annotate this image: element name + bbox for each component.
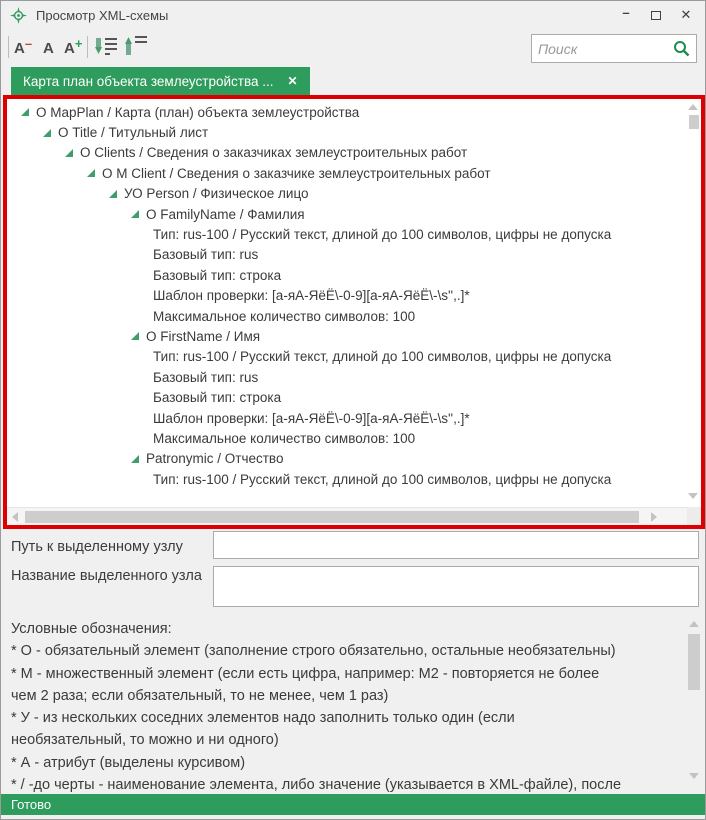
scroll-right-icon[interactable] <box>651 512 657 522</box>
legend-scroll-thumb[interactable] <box>688 634 700 690</box>
tree-row[interactable] <box>7 245 687 265</box>
tree-node-label: О Clients / Сведения о заказчиках землеустроительных работ <box>80 145 468 161</box>
tree-row[interactable] <box>7 469 687 489</box>
tree-row[interactable] <box>7 265 687 285</box>
tab-karta-plan[interactable] <box>11 67 310 95</box>
search-box <box>531 34 697 63</box>
tree-node-label: Шаблон проверки: [а-яА-ЯёЁ\-0-9][а-яА-ЯёЁ\-\s'',.]* <box>153 288 470 304</box>
schema-tree-panel <box>3 95 705 529</box>
tree-node-label: Базовый тип: строка <box>153 390 282 406</box>
tree-row[interactable] <box>7 102 687 122</box>
schema-tree <box>7 99 687 507</box>
toolbar-grip <box>8 36 9 58</box>
collapse-all-icon <box>125 35 149 57</box>
expand-collapse-icon[interactable] <box>87 169 95 177</box>
tree-node-label: О MapPlan / Карта (план) объекта землеустройства <box>36 104 360 120</box>
maximize-icon <box>651 11 661 20</box>
expand-collapse-icon[interactable] <box>65 149 73 157</box>
font-reset-button[interactable]: A <box>41 32 56 60</box>
expand-all-icon <box>95 35 119 57</box>
horizontal-scrollbar[interactable] <box>7 507 687 525</box>
maximize-button[interactable] <box>641 1 671 29</box>
legend-line: * А - атрибут (выделены курсивом) <box>11 754 246 771</box>
search-input[interactable] <box>532 41 673 57</box>
tab-label: Карта план объекта землеустройства ... <box>23 73 274 89</box>
legend-scroll-up-icon[interactable] <box>689 621 699 627</box>
tree-node-label: О Title / Титульный лист <box>58 125 209 141</box>
tree-row[interactable] <box>7 122 687 142</box>
app-icon <box>10 7 27 24</box>
tree-node-label: О FamilyName / Фамилия <box>146 206 305 222</box>
expand-collapse-icon[interactable] <box>131 332 139 340</box>
tree-node-label: Базовый тип: rus <box>153 369 259 385</box>
horizontal-scroll-thumb[interactable] <box>25 511 639 523</box>
tree-node-label: О FirstName / Имя <box>146 328 261 344</box>
font-increase-button[interactable]: A + <box>62 32 84 60</box>
vertical-scroll-thumb[interactable] <box>689 115 699 129</box>
tree-node-label: О M Client / Сведения о заказчике землеустроительных работ <box>102 165 491 181</box>
minimize-icon: – <box>622 4 630 20</box>
tree-node-label: Тип: rus-100 / Русский текст, длиной до 100 символов, цифры не допуска <box>153 227 612 243</box>
selected-node-path-input[interactable] <box>213 531 699 559</box>
name-field-label: Название выделенного узла <box>11 568 202 584</box>
tree-row[interactable] <box>7 224 687 244</box>
tab-close-icon[interactable]: ✕ <box>287 74 298 88</box>
legend-line: * У - из нескольких соседних элементов надо заполнить только один (если <box>11 710 515 727</box>
expand-collapse-icon[interactable] <box>21 108 29 116</box>
scroll-down-icon[interactable] <box>688 493 698 499</box>
tree-row[interactable] <box>7 387 687 407</box>
minus-icon: – <box>24 36 33 51</box>
close-button[interactable] <box>671 1 701 29</box>
status-text: Готово <box>11 797 52 812</box>
toolbar <box>1 29 705 65</box>
tree-node-label: Шаблон проверки: [а-яА-ЯёЁ\-0-9][а-яА-ЯёЁ\-\s'',.]* <box>153 410 470 426</box>
expand-collapse-icon[interactable] <box>131 455 139 463</box>
tree-node-label: Тип: rus-100 / Русский текст, длиной до 100 символов, цифры не допуска <box>153 349 612 365</box>
tree-row[interactable] <box>7 204 687 224</box>
collapse-all-button[interactable] <box>123 32 151 60</box>
tree-node-label: Максимальное количество символов: 100 <box>153 308 416 324</box>
legend-line: * М - множественный элемент (если есть цифра, например: М2 - повторяется не более <box>11 665 600 682</box>
scroll-left-icon[interactable] <box>12 512 18 522</box>
tree-row[interactable] <box>7 449 687 469</box>
title-bar <box>1 1 705 29</box>
tree-row[interactable] <box>7 143 687 163</box>
expand-collapse-icon[interactable] <box>109 190 117 198</box>
tree-row[interactable] <box>7 163 687 183</box>
status-bar <box>1 794 705 815</box>
tree-row[interactable] <box>7 408 687 428</box>
tree-row[interactable] <box>7 184 687 204</box>
tree-row[interactable] <box>7 367 687 387</box>
legend <box>11 618 679 796</box>
expand-all-button[interactable] <box>93 32 121 60</box>
tree-row[interactable] <box>7 347 687 367</box>
scroll-up-icon[interactable] <box>688 104 698 110</box>
minimize-button[interactable] <box>611 1 641 29</box>
plus-icon: + <box>74 36 83 51</box>
legend-scroll-down-icon[interactable] <box>689 773 699 779</box>
scroll-corner <box>687 507 701 525</box>
tree-node-label: УО Person / Физическое лицо <box>124 186 309 202</box>
close-icon: ✕ <box>680 7 692 22</box>
search-icon[interactable] <box>673 40 690 57</box>
expand-collapse-icon[interactable] <box>43 129 51 137</box>
tree-node-label: Тип: rus-100 / Русский текст, длиной до 100 символов, цифры не допуска <box>153 471 612 487</box>
window-title: Просмотр XML-схемы <box>36 7 169 23</box>
toolbar-separator <box>87 36 88 58</box>
tree-node-label: Patronymic / Отчество <box>146 451 284 467</box>
legend-line: необязательный, то можно и ни одного) <box>11 732 279 749</box>
legend-line: * / -до черты - наименование элемента, либо значение (указывается в XML-файле), после <box>11 777 622 794</box>
font-decrease-button[interactable]: A – <box>12 32 34 60</box>
selected-node-name-input[interactable] <box>213 566 699 607</box>
tree-node-label: Максимальное количество символов: 100 <box>153 430 416 446</box>
tree-node-label: Базовый тип: rus <box>153 247 259 263</box>
legend-line: Условные обозначения: <box>11 621 172 637</box>
tree-row[interactable] <box>7 428 687 448</box>
path-field-label: Путь к выделенному узлу <box>11 539 183 555</box>
expand-collapse-icon[interactable] <box>131 210 139 218</box>
tree-node-label: Базовый тип: строка <box>153 267 282 283</box>
window-controls <box>611 1 701 29</box>
legend-line: чем 2 раза; если обязательный, то не менее, чем 1 раз) <box>11 687 389 704</box>
legend-scrollbar[interactable] <box>688 618 700 792</box>
tree-row[interactable] <box>7 326 687 346</box>
tree-row[interactable] <box>7 286 687 306</box>
legend-line: * О - обязательный элемент (заполнение строго обязательно, остальные необязательны) <box>11 643 616 660</box>
tree-row[interactable] <box>7 306 687 326</box>
